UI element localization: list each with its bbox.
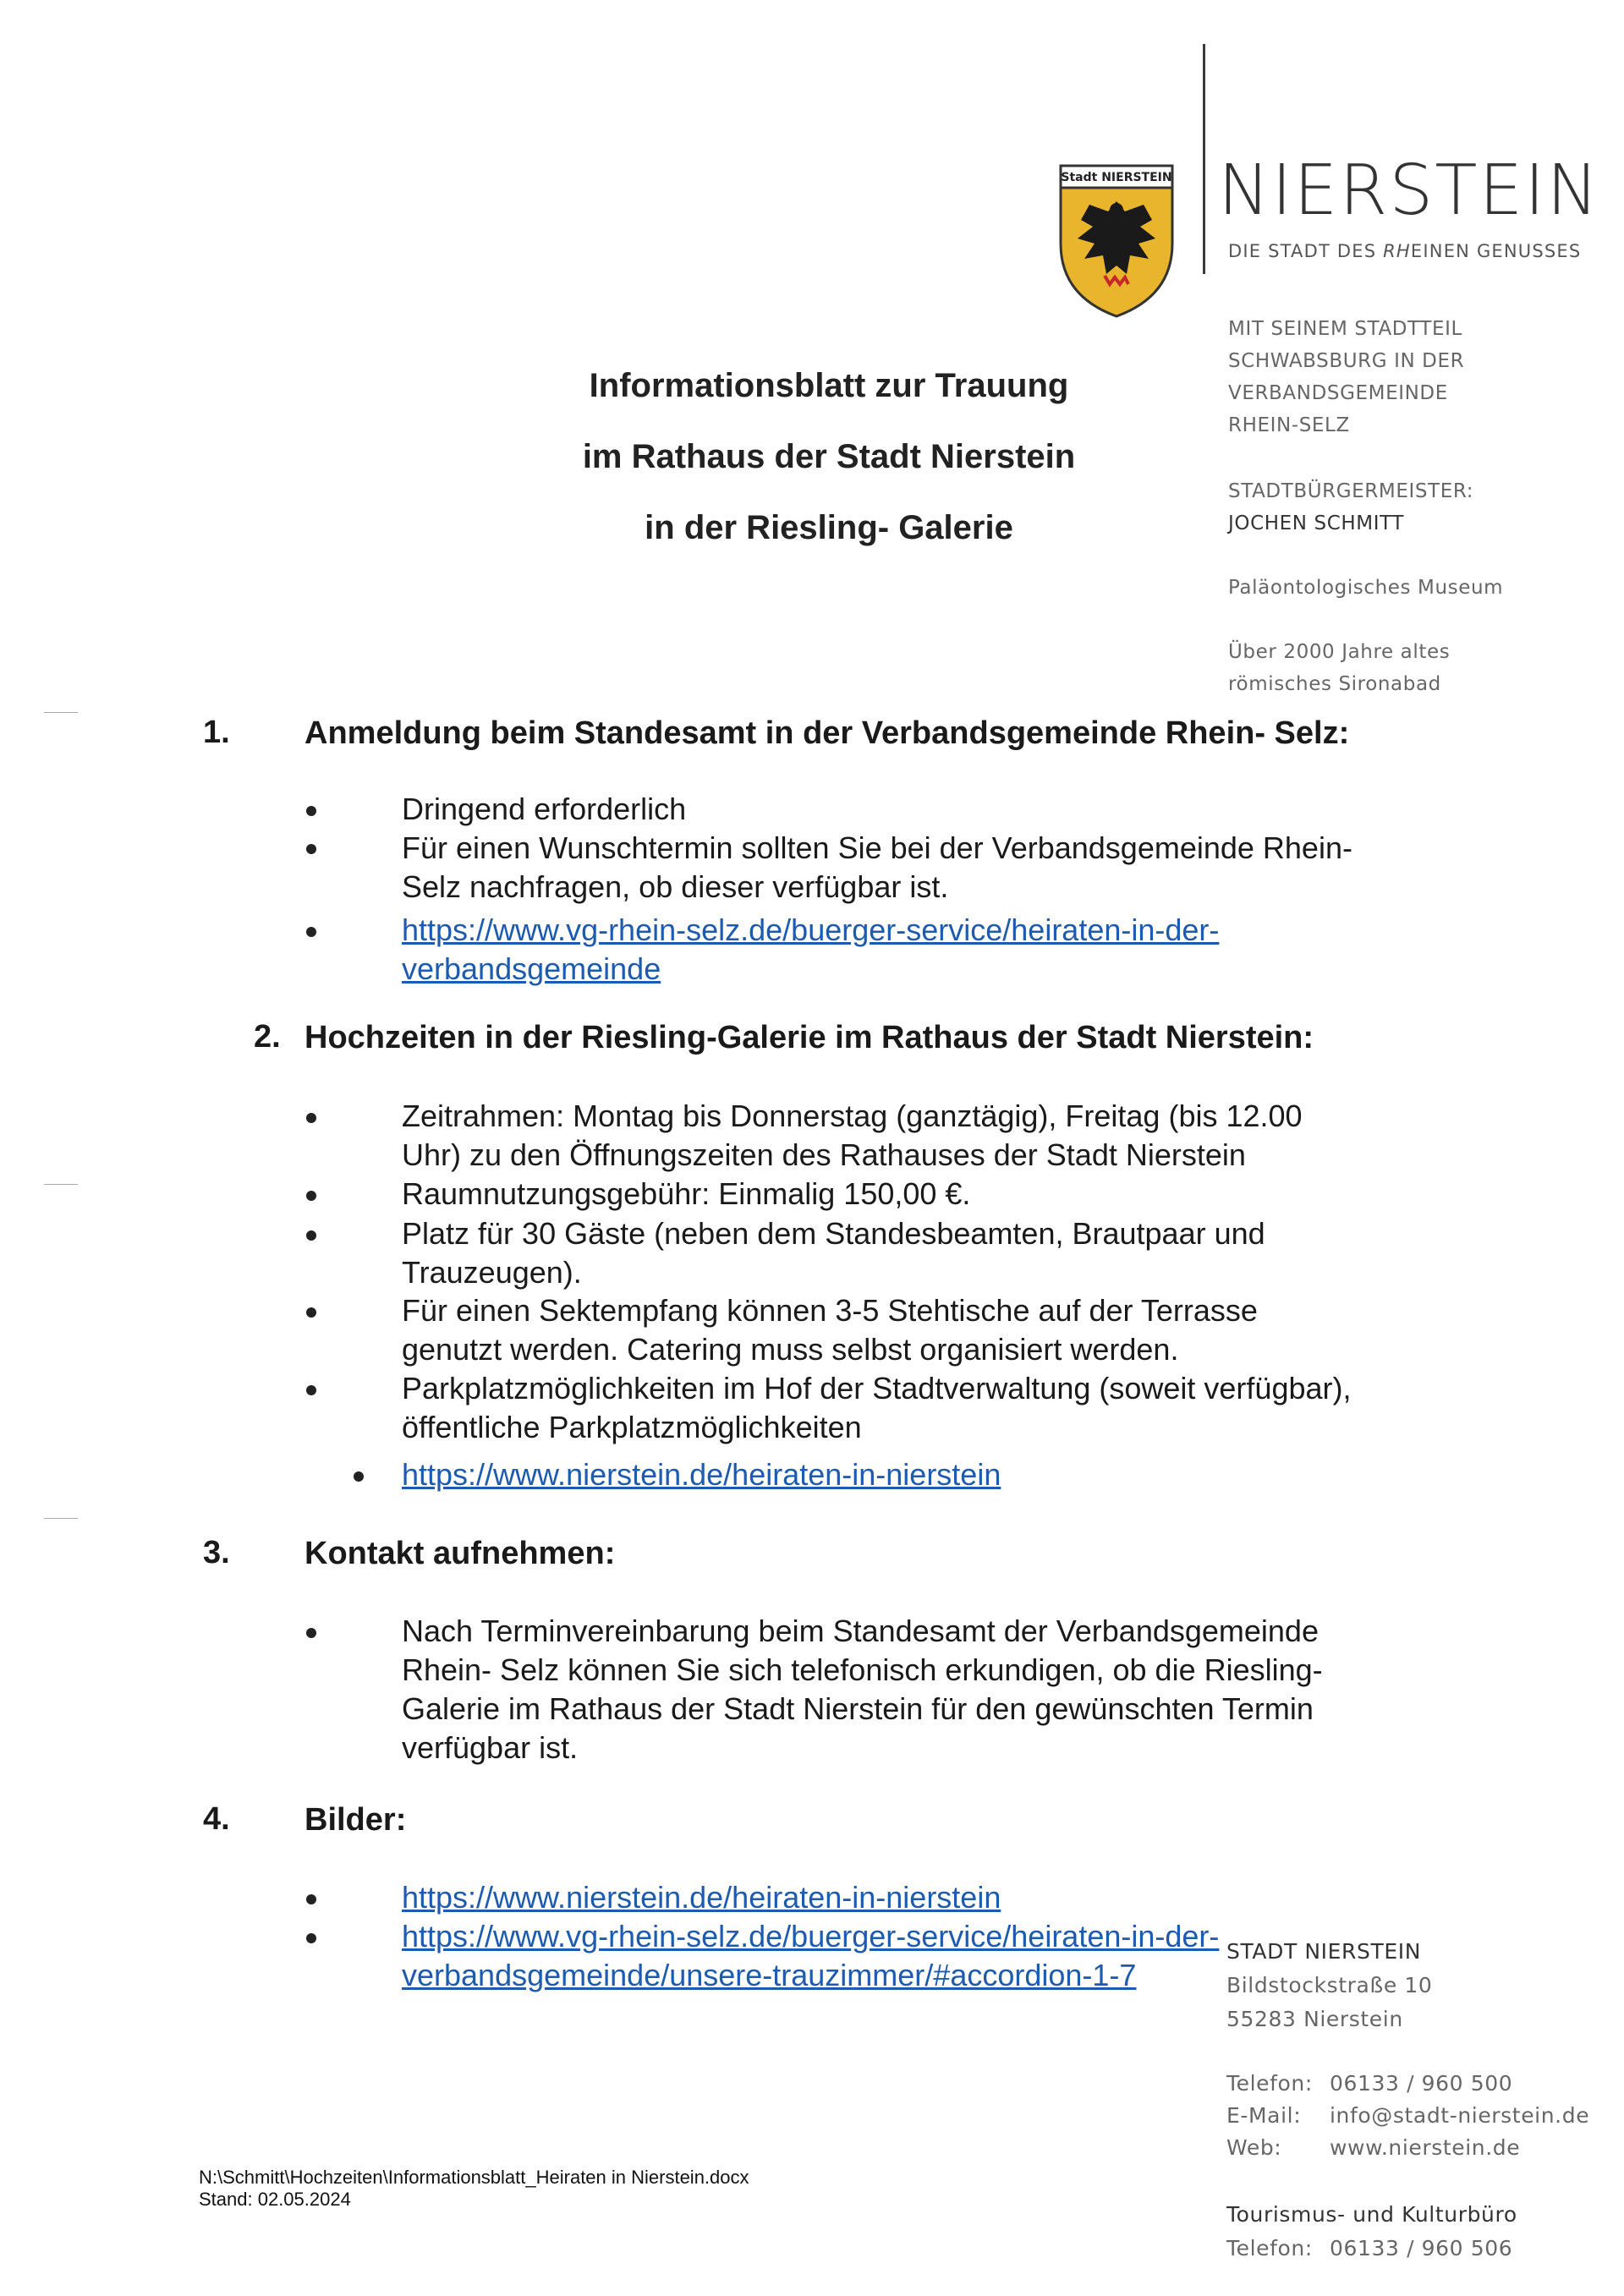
address-block: STADT NIERSTEIN Bildstockstraße 10 55283 Nierstein xyxy=(1226,1939,1433,2031)
section-heading: Hochzeiten in der Riesling-Galerie im Rathaus der Stadt Nierstein: xyxy=(304,1020,1314,1055)
bullet-icon xyxy=(306,927,316,937)
list-item: Für einen Sektempfang können 3-5 Stehtische auf der Terrasse genutzt werden. Catering muss selbst organisiert werden. xyxy=(402,1293,1258,1367)
bullet-icon xyxy=(306,1307,316,1318)
section-heading: Anmeldung beim Standesamt in der Verbandsgemeinde Rhein- Selz: xyxy=(304,715,1350,751)
bullet-icon xyxy=(306,1230,316,1241)
bullet-icon xyxy=(306,1113,316,1123)
list-item: Nach Terminvereinbarung beim Standesamt der Verbandsgemeinde Rhein- Selz können Sie sich telefonisch erkundigen, ob die Riesling- Galerie im Rathaus der Stadt Nierstein für den gewünschten Termin verfügbar ist. xyxy=(402,1614,1323,1765)
crest-label: Stadt NIERSTEIN xyxy=(1061,171,1172,184)
contact-block: Telefon: 06133 / 960 500 E-Mail: info@stadt-nierstein.de Web: www.nierstein.de xyxy=(1226,2071,1590,2160)
bullet-icon xyxy=(306,1191,316,1201)
vg-trauzimmer-link[interactable]: https://www.vg-rhein-selz.de/buerger-service/heiraten-in-der- verbandsgemeinde/unsere-trauzimmer/#accordion-1-7 xyxy=(402,1919,1220,1992)
bullet-icon xyxy=(306,806,316,816)
nierstein-heiraten-link[interactable]: https://www.nierstein.de/heiraten-in-nierstein xyxy=(402,1880,1001,1915)
section-number: 3. xyxy=(203,1535,230,1570)
district-info: MIT SEINEM STADTTEIL SCHWABSBURG IN DER VERBANDSGEMEINDE RHEIN-SELZ xyxy=(1228,318,1465,436)
section-number: 2. xyxy=(254,1019,281,1055)
section-heading: Kontakt aufnehmen: xyxy=(304,1536,616,1571)
bullet-icon xyxy=(306,844,316,854)
vg-heiraten-link[interactable]: https://www.vg-rhein-selz.de/buerger-service/heiraten-in-der- verbandsgemeinde xyxy=(402,912,1220,986)
museum-info: Paläontologisches Museum xyxy=(1228,577,1504,599)
footer-file-path: N:\Schmitt\Hochzeiten\Informationsblatt_Heiraten in Nierstein.docx xyxy=(199,2167,749,2188)
bullet-icon xyxy=(306,1894,316,1904)
email-link[interactable]: info@stadt-nierstein.de xyxy=(1330,2103,1590,2128)
bullet-icon xyxy=(306,1385,316,1395)
bullet-icon xyxy=(306,1933,316,1943)
document-title: Informationsblatt zur Trauung im Rathaus der Stadt Nierstein in der Riesling- Galerie xyxy=(582,367,1076,546)
section-heading: Bilder: xyxy=(304,1802,407,1838)
margin-mark xyxy=(44,712,78,713)
list-item: Für einen Wunschtermin sollten Sie bei der Verbandsgemeinde Rhein- Selz nachfragen, ob dieser verfügbar ist. xyxy=(402,830,1352,904)
nierstein-heiraten-link[interactable]: https://www.nierstein.de/heiraten-in-nierstein xyxy=(402,1457,1001,1492)
bullet-icon xyxy=(306,1628,316,1638)
list-item: Parkplatzmöglichkeiten im Hof der Stadtverwaltung (soweit verfügbar), öffentliche Parkplatzmöglichkeiten xyxy=(402,1371,1352,1444)
bath-info: Über 2000 Jahre altes römisches Sironabad xyxy=(1228,641,1451,695)
mayor-info: STADTBÜRGERMEISTER: JOCHEN SCHMITT xyxy=(1228,480,1474,534)
tourism-office: Tourismus- und Kulturbüro Telefon: 06133 / 960 506 xyxy=(1226,2202,1517,2260)
margin-mark xyxy=(44,1184,78,1185)
bullet-icon xyxy=(354,1471,364,1482)
brand-tagline: DIE STADT DES RHEINEN GENUSSES xyxy=(1228,241,1582,261)
section-number: 1. xyxy=(203,715,230,750)
footer-date: Stand: 02.05.2024 xyxy=(199,2189,351,2210)
letterhead-divider xyxy=(1203,44,1205,274)
list-item: Platz für 30 Gäste (neben dem Standesbeamten, Brautpaar und Trauzeugen). xyxy=(402,1216,1265,1290)
web-link[interactable]: www.nierstein.de xyxy=(1330,2135,1521,2160)
list-item: Dringend erforderlich xyxy=(402,792,687,826)
section-number: 4. xyxy=(203,1801,230,1837)
brand-wordmark: NIERSTEIN xyxy=(1218,151,1600,231)
city-crest xyxy=(1056,161,1177,320)
margin-mark xyxy=(44,1518,78,1519)
list-item: Raumnutzungsgebühr: Einmalig 150,00 €. xyxy=(402,1176,971,1211)
list-item: Zeitrahmen: Montag bis Donnerstag (ganztägig), Freitag (bis 12.00 Uhr) zu den Öffnungszeiten des Rathauses der Stadt Nierstein xyxy=(402,1099,1303,1172)
